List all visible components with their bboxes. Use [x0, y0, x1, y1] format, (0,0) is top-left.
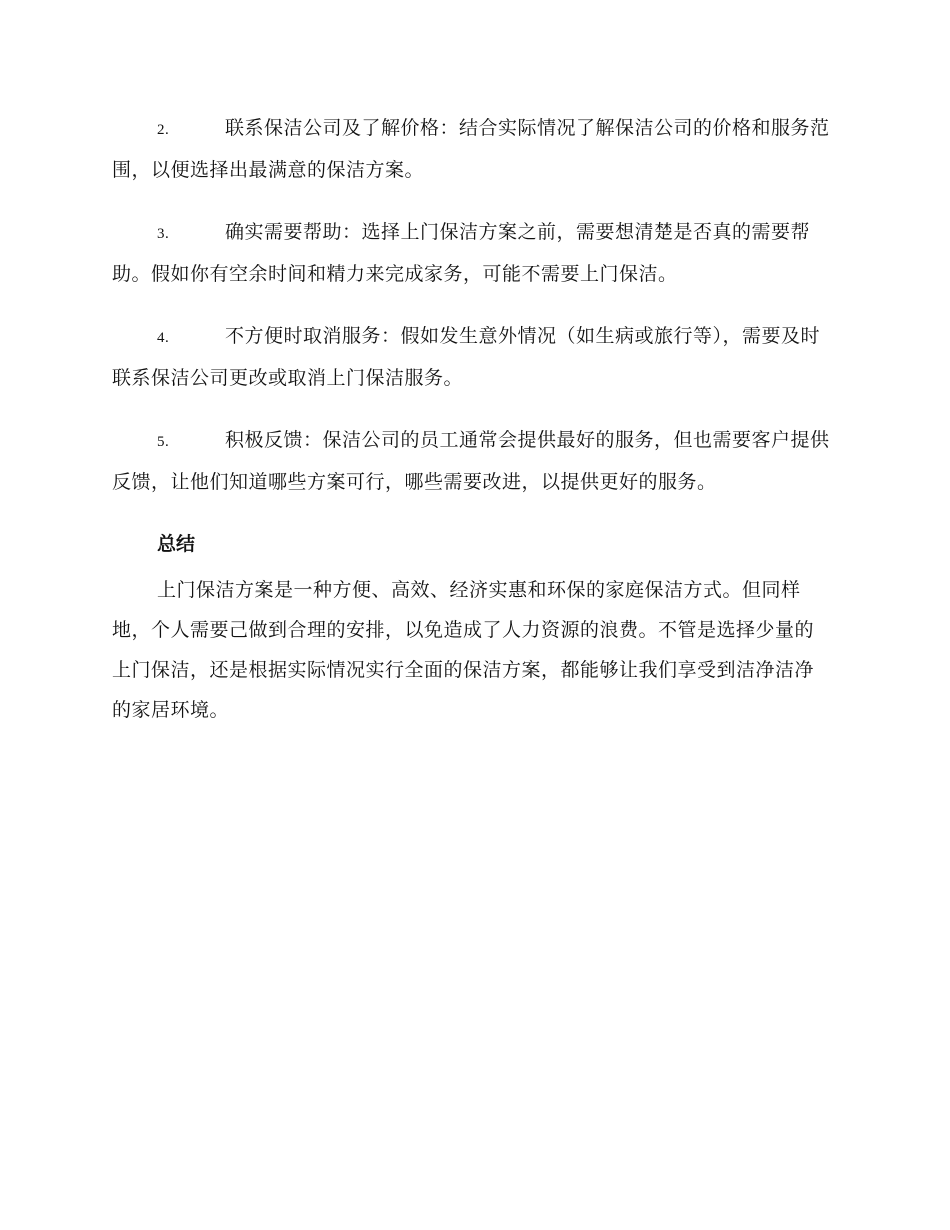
document-page	[112, 108, 832, 730]
list-item-number: 2.	[157, 122, 170, 138]
list-item-number: 4.	[157, 330, 170, 346]
list-item-text: 积极反馈：保洁公司的员工通常会提供最好的服务，但也需要客户提供反馈，让他们知道哪些方案可行，哪些需要改进，以提供更好的服务。	[112, 429, 830, 493]
list-item-text: 不方便时取消服务：假如发生意外情况（如生病或旅行等），需要及时联系保洁公司更改或取消上门保洁服务。	[112, 325, 821, 389]
list-item	[112, 212, 832, 294]
list-item-number: 3.	[157, 226, 170, 242]
list-item	[112, 108, 832, 190]
list-item-text: 联系保洁公司及了解价格：结合实际情况了解保洁公司的价格和服务范围，以便选择出最满意的保洁方案。	[112, 117, 830, 181]
list-item	[112, 420, 832, 502]
list-item-number: 5.	[157, 434, 170, 450]
summary-heading: 总结	[157, 533, 196, 555]
list-item-text: 确实需要帮助：选择上门保洁方案之前，需要想清楚是否真的需要帮助。假如你有空余时间和精力来完成家务，可能不需要上门保洁。	[112, 221, 811, 285]
summary-paragraph: 上门保洁方案是一种方便、高效、经济实惠和环保的家庭保洁方式。但同样地，个人需要己做到合理的安排，以免造成了人力资源的浪费。不管是选择少量的上门保洁，还是根据实际情况实行全面的保洁方案，都能够让我们享受到洁净洁净的家居环境。	[112, 579, 815, 721]
list-item	[112, 316, 832, 398]
